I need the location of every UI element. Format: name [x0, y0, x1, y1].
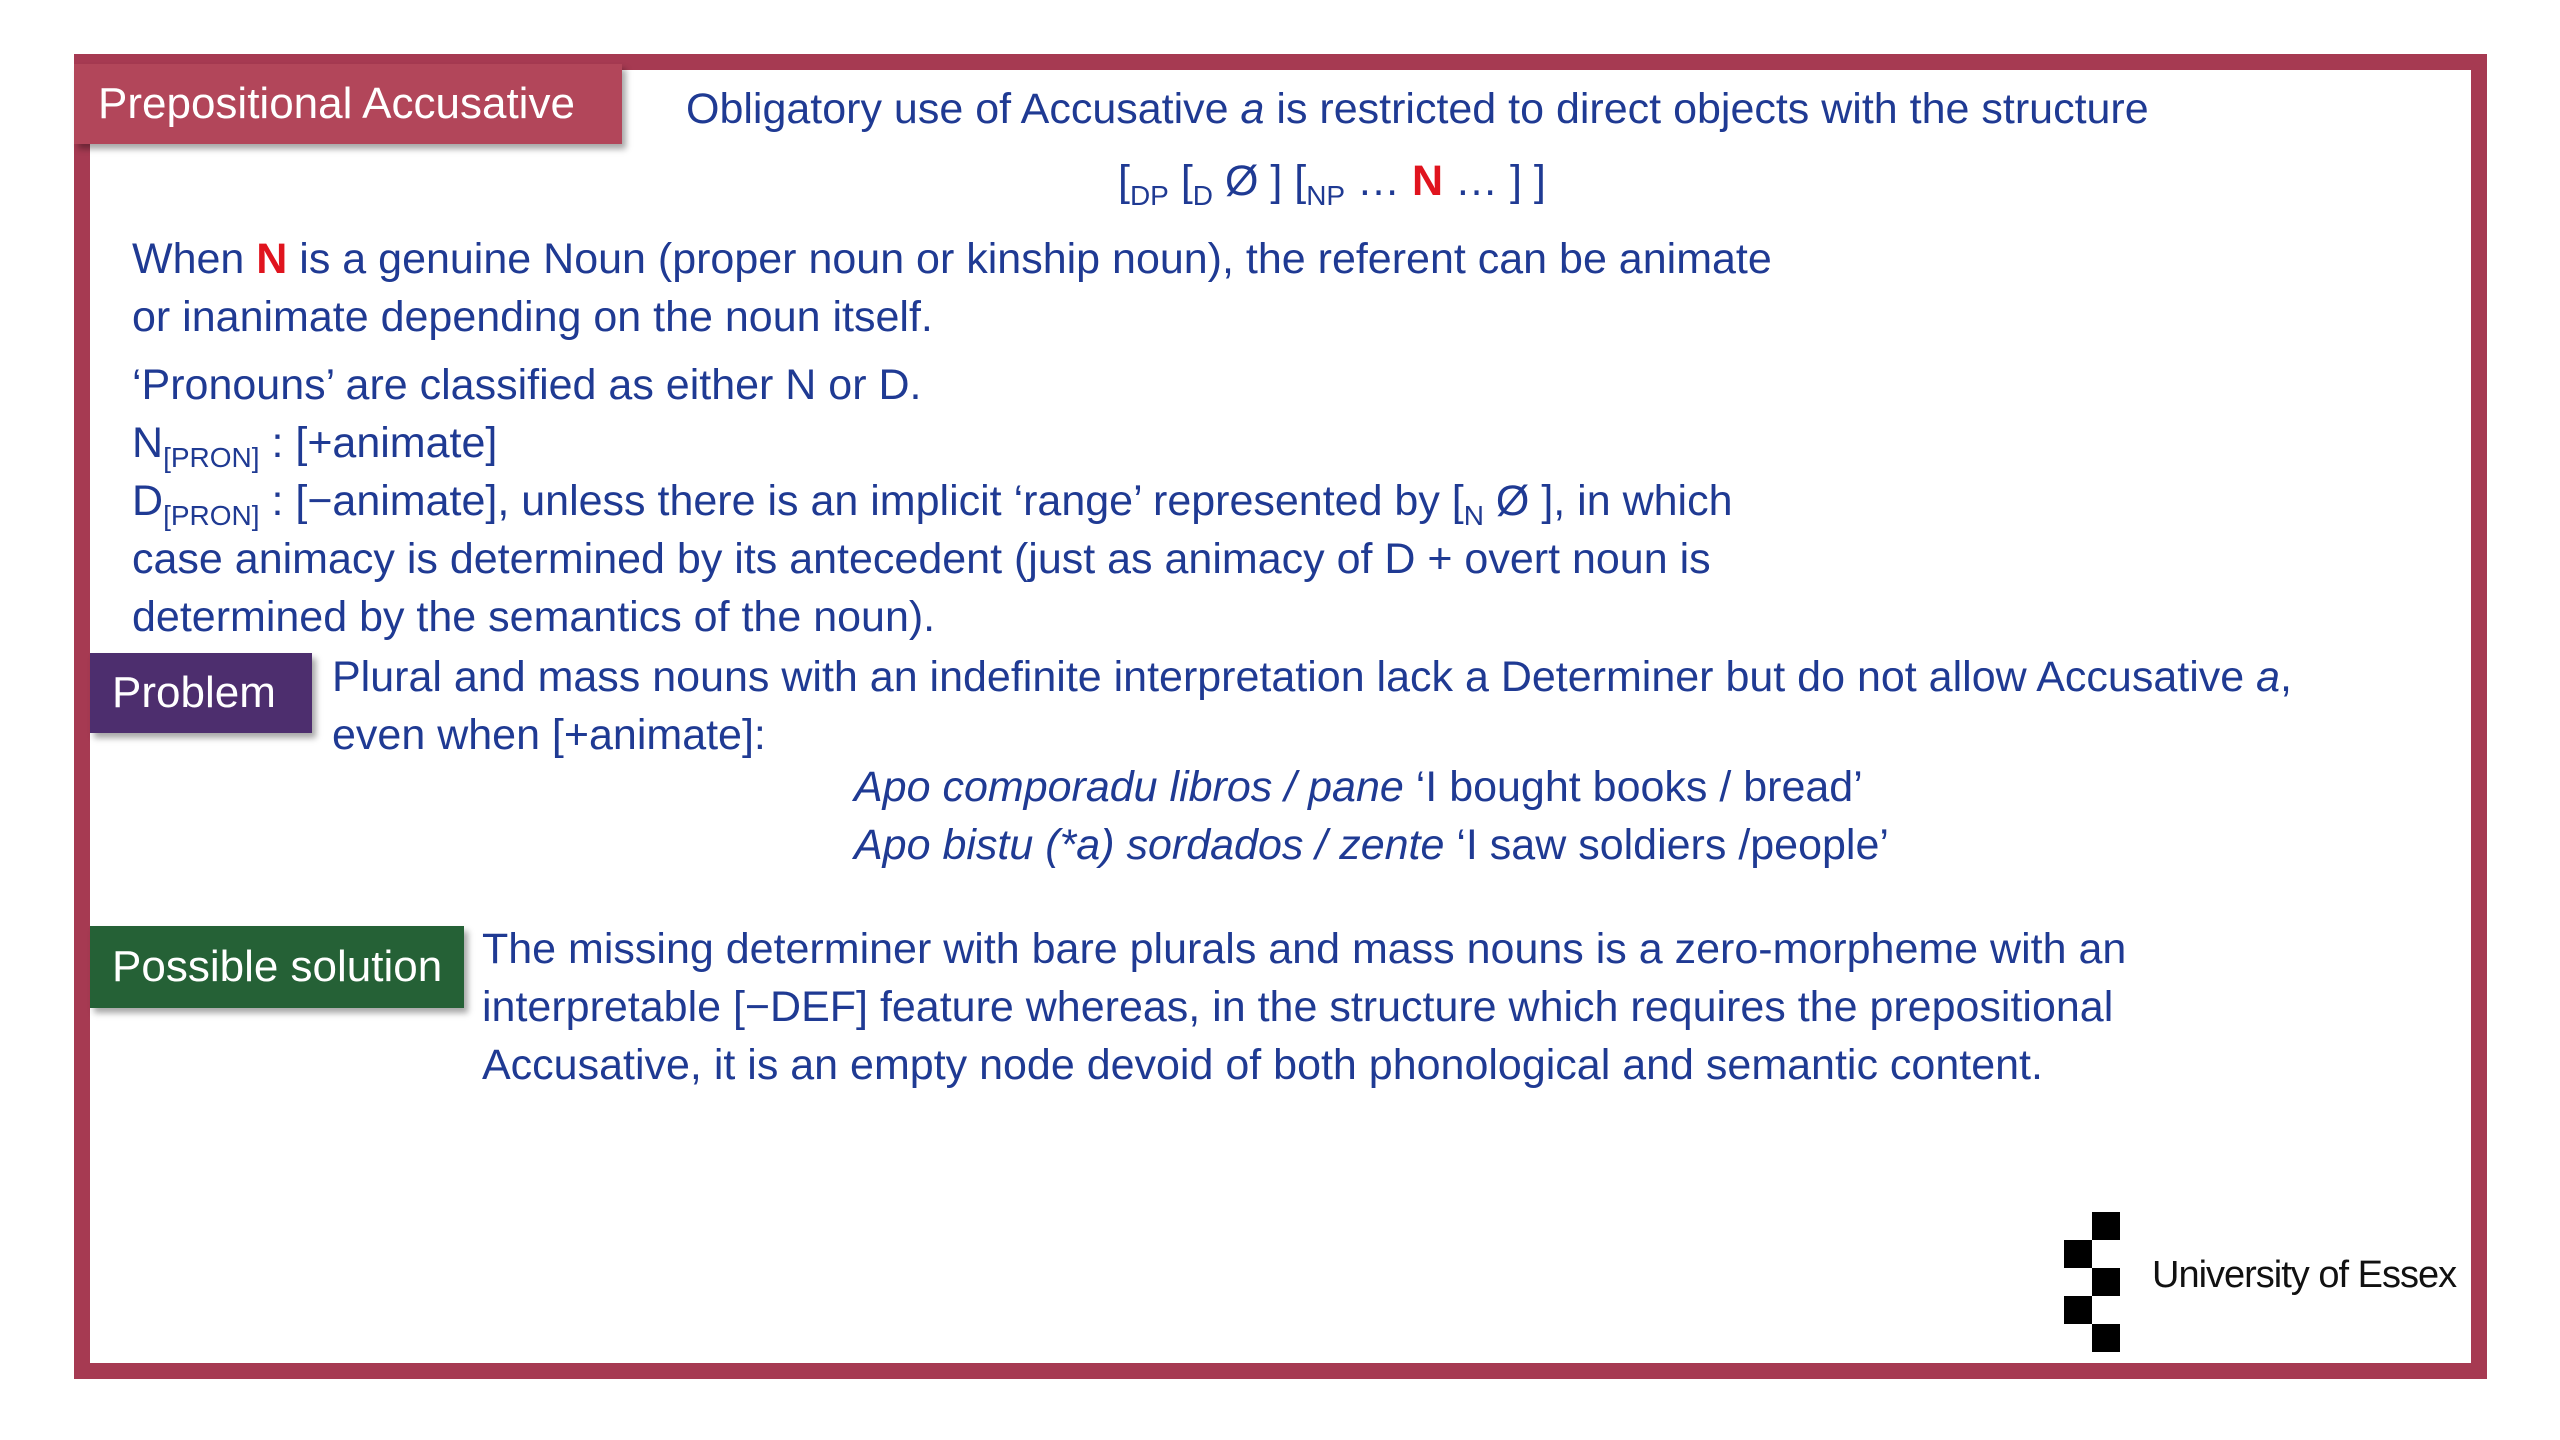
possible-solution-label: Possible solution: [112, 942, 443, 991]
example-2: Apo bistu (*a) sordados / zente ‘I saw soldiers /people’: [854, 821, 1889, 869]
solution-line-3: Accusative, it is an empty node devoid of both phonological and semantic content.: [482, 1041, 2043, 1089]
problem-line-1: Plural and mass nouns with an indefinite interpretation lack a Determiner but do not allow Accusative a,: [332, 653, 2292, 701]
d-pron-line-3: determined by the semantics of the noun).: [132, 593, 936, 641]
paragraph-pronouns: ‘Pronouns’ are classified as either N or D.: [132, 361, 922, 409]
header-line-1: Obligatory use of Accusative a is restricted to direct objects with the structure: [686, 85, 2149, 133]
prepositional-accusative-tag: [74, 64, 622, 144]
prepositional-accusative-label: Prepositional Accusative: [98, 79, 575, 128]
possible-solution-tag: [90, 926, 464, 1008]
d-pron-line-2: case animacy is determined by its antecedent (just as animacy of D + overt noun is: [132, 535, 1711, 583]
solution-line-2: interpretable [−DEF] feature whereas, in the structure which requires the prepositional: [482, 983, 2114, 1031]
d-pron-line: $D_{[PRON]}$ : [−animate], unless there is an implicit ‘range’ represented by [$_N$ Ø ], in which: [132, 477, 1733, 531]
problem-line-2: even when [+animate]:: [332, 711, 766, 759]
university-name: University of Essex: [2152, 1254, 2457, 1296]
paragraph-genuine-noun: When N is a genuine Noun (proper noun or kinship noun), the referent can be animate: [132, 235, 1772, 283]
problem-label: Problem: [112, 668, 276, 717]
n-pron-line: $N_{[PRON]}$ : [+animate]: [132, 419, 498, 473]
paragraph-genuine-noun-2: or inanimate depending on the noun itself.: [132, 293, 933, 341]
n-highlight: N: [1412, 157, 1444, 205]
problem-tag: [90, 653, 312, 733]
solution-line-1: The missing determiner with bare plurals and mass nouns is a zero-morpheme with an: [482, 925, 2127, 973]
example-1: Apo comporadu libros / pane ‘I bought books / bread’: [854, 763, 1863, 811]
structure-formula: [$_{DP}$ [$_D$ Ø ] [$_{NP}$ … N … ] ]: [1118, 157, 1546, 211]
